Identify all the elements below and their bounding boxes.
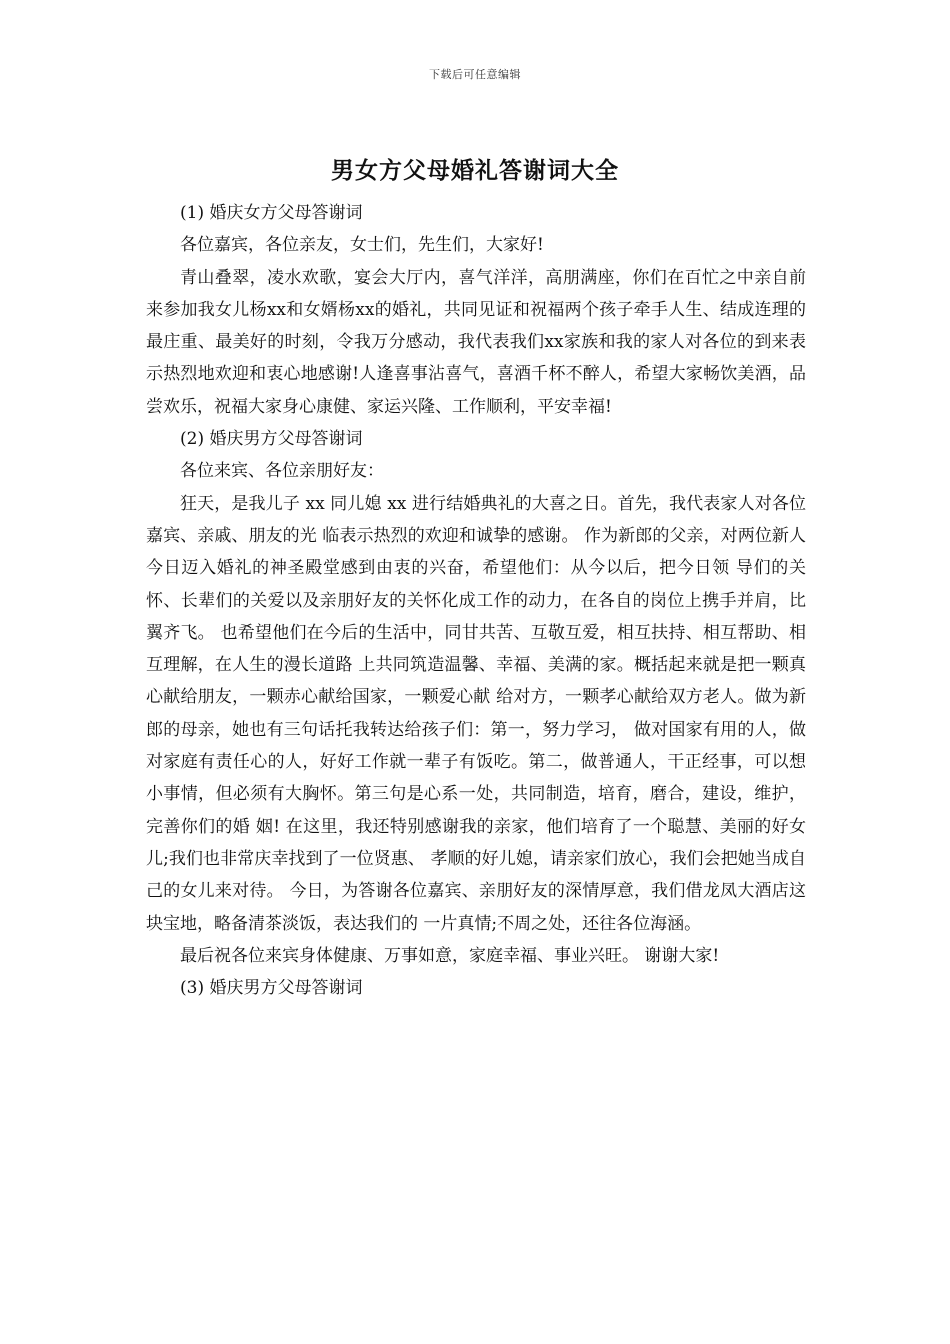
body-paragraph-1: 青山叠翠，凌水欢歌，宴会大厅内，喜气洋洋，高朋满座，你们在百忙之中亲自前来参加我女儿杨xx和女婿杨xx的婚礼，共同见证和祝福两个孩子牵手人生、结成连理的最庄重、最美好的时刻，令我万分感动，我代表我们xx家族和我的家人对各位的到来表示热烈地欢迎和衷心地感谢!人逢喜事沾喜气，喜酒千杯不醉人，希望大家畅饮美酒，品尝欢乐，祝福大家身心康健、家运兴隆、工作顺利，平安幸福! — [146, 267, 806, 417]
greeting-paragraph-2: 各位来宾、各位亲朋好友： — [180, 461, 384, 482]
section-heading-1: (1) 婚庆女方父母答谢词 — [180, 203, 363, 223]
document-body — [146, 197, 806, 1004]
closing-paragraph-2: 最后祝各位来宾身体健康、万事如意，家庭幸福、事业兴旺。 谢谢大家! — [180, 945, 720, 966]
header-note: 下载后可任意编辑 — [429, 68, 521, 81]
greeting-paragraph-1: 各位嘉宾，各位亲友，女士们，先生们，大家好! — [180, 235, 544, 256]
section-heading-2: (2) 婚庆男方父母答谢词 — [180, 429, 363, 450]
section-heading-3: (3) 婚庆男方父母答谢词 — [180, 978, 363, 999]
document-title: 男女方父母婚礼答谢词大全 — [331, 157, 619, 184]
body-paragraph-2: 狂天，是我儿子 xx 同儿媳 xx 进行结婚典礼的大喜之日。首先，我代表家人对各位嘉宾、亲戚、朋友的光 临表示热烈的欢迎和诚挚的感谢。 作为新郎的父亲，对两位新人今日迈入婚礼的神圣殿堂感到由衷的兴奋，希望他们：从今以后，把今日领 导们的关怀、长辈们的关爱以及亲朋好友的关怀化成工作的动力，在各自的岗位上携手并肩，比翼齐飞。 也希望他们在今后的生活中，同甘共苦、互敬互爱，相互扶持、相互帮助、相互理解，在人生的漫长道路 上共同筑造温馨、幸福、美满的家。概括起来就是把一颗真心献给朋友，一颗赤心献给国家，一颗爱心献 给对方，一颗孝心献给双方老人。做为新郎的母亲，她也有三句话托我转达给孩子们：第一，努力学习， 做对国家有用的人，做对家庭有责任心的人，好好工作就一辈子有饭吃。第二，做普通人，干正经事，可以想小事情，但必须有大胸怀。第三句是心系一处，共同制造，培育，磨合，建设，维护，完善你们的婚 姻! 在这里，我还特别感谢我的亲家，他们培育了一个聪慧、美丽的好女儿;我们也非常庆幸找到了一位贤惠、 孝顺的好儿媳，请亲家们放心，我们会把她当成自己的女儿来对待。 今日，为答谢各位嘉宾、亲朋好友的深情厚意，我们借龙凤大酒店这块宝地，略备清茶淡饭，表达我们的 一片真情;不周之处，还往各位海涵。 — [146, 493, 806, 934]
